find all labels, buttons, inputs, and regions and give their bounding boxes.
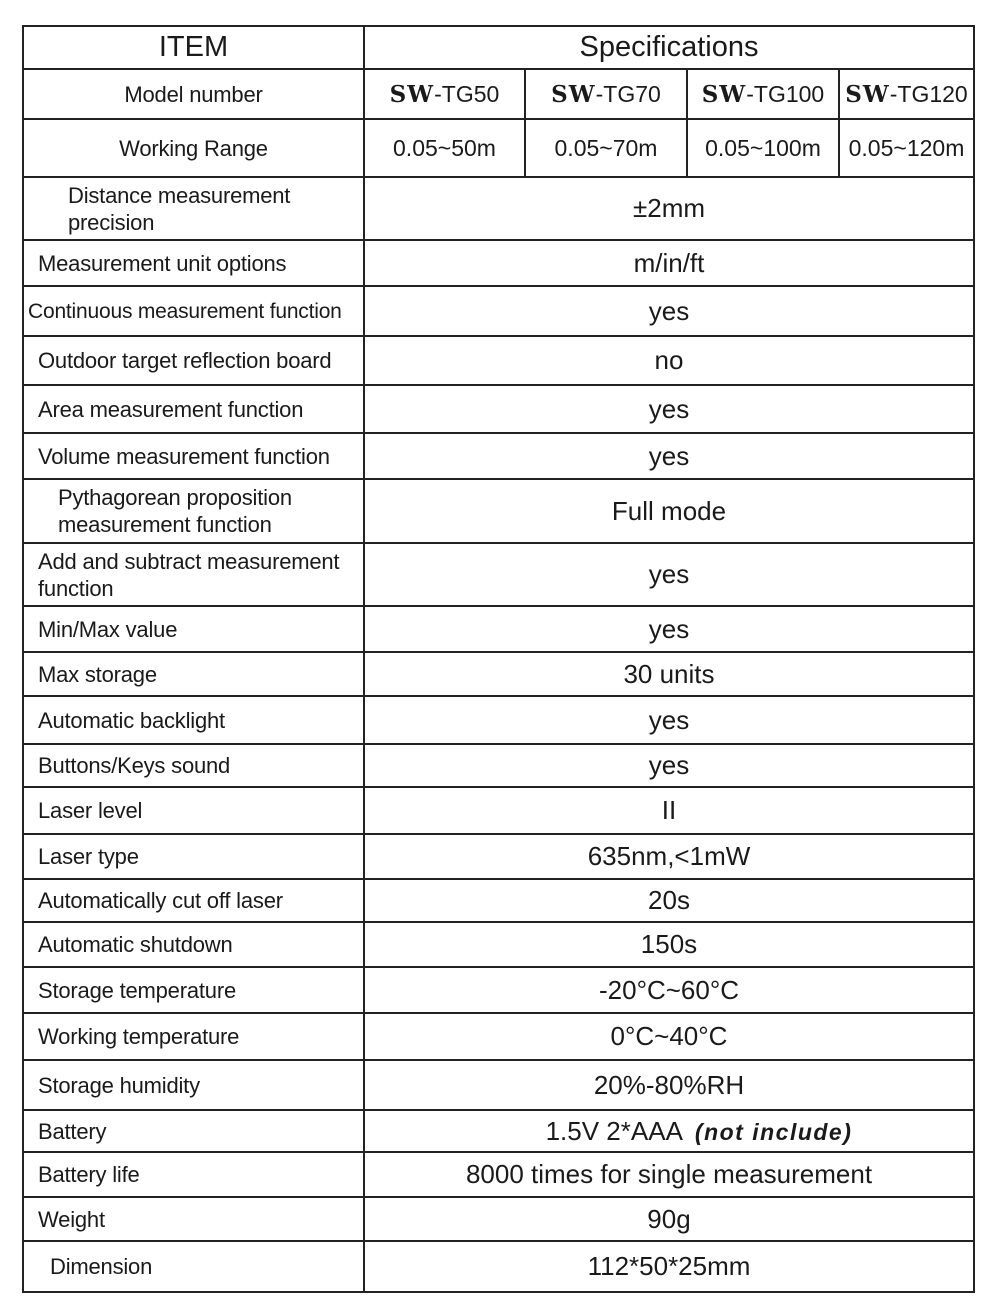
row-value: -20°C~60°C <box>364 967 974 1013</box>
spec-row <box>23 1060 974 1110</box>
range-cell: 0.05~70m <box>525 119 687 177</box>
spec-row <box>23 433 974 479</box>
row-value: II <box>364 787 974 834</box>
row-value: yes <box>364 286 974 336</box>
spec-row <box>23 652 974 696</box>
row-label: Outdoor target reflection board <box>23 336 364 385</box>
row-value: yes <box>364 543 974 606</box>
row-label: Min/Max value <box>23 606 364 652</box>
model-cell <box>687 69 839 119</box>
row-value: Full mode <box>364 479 974 543</box>
row-value: 112*50*25mm <box>364 1241 974 1292</box>
row-label: Volume measurement function <box>23 433 364 479</box>
row-value: 150s <box>364 922 974 967</box>
row-value: 1.5V 2*AAA <box>545 1115 683 1146</box>
model-suffix: -TG70 <box>595 80 661 107</box>
row-value: 20%-80%RH <box>364 1060 974 1110</box>
row-label: Area measurement function <box>23 385 364 433</box>
range-cell: 0.05~50m <box>364 119 525 177</box>
model-suffix: -TG50 <box>434 80 500 107</box>
spec-table <box>22 25 975 1293</box>
row-label: Model number <box>23 69 364 119</box>
spec-row <box>23 1013 974 1060</box>
row-label: Working temperature <box>23 1013 364 1060</box>
spec-row <box>23 744 974 787</box>
row-value: yes <box>364 744 974 787</box>
row-label: Buttons/Keys sound <box>23 744 364 787</box>
row-label: Add and subtract measurement function <box>23 543 364 606</box>
range-cell: 0.05~120m <box>839 119 974 177</box>
model-suffix: -TG100 <box>746 80 825 107</box>
row-label: Weight <box>23 1197 364 1241</box>
row-label: Battery life <box>23 1152 364 1197</box>
model-cell <box>364 69 525 119</box>
row-value: yes <box>364 606 974 652</box>
row-value: 635nm,<1mW <box>364 834 974 879</box>
spec-row <box>23 543 974 606</box>
model-prefix: SW <box>845 80 890 108</box>
spec-row <box>23 1152 974 1197</box>
spec-row <box>23 177 974 240</box>
row-value: 8000 times for single measurement <box>364 1152 974 1197</box>
row-label: Automatic shutdown <box>23 922 364 967</box>
spec-row <box>23 479 974 543</box>
spec-row <box>23 336 974 385</box>
row-label: Max storage <box>23 652 364 696</box>
specifications-header: Specifications <box>364 26 974 69</box>
row-label: Automatically cut off laser <box>23 879 364 922</box>
row-value: 30 units <box>364 652 974 696</box>
row-label: Measurement unit options <box>23 240 364 286</box>
row-label: Storage humidity <box>23 1060 364 1110</box>
spec-row <box>23 1110 974 1152</box>
row-value: yes <box>364 696 974 744</box>
model-prefix: SW <box>701 80 747 108</box>
row-label: Distance measurement precision <box>23 177 364 240</box>
row-value: 20s <box>364 879 974 922</box>
spec-row <box>23 1241 974 1292</box>
battery-note: (not include) <box>694 1118 853 1145</box>
spec-row <box>23 787 974 834</box>
range-cell: 0.05~100m <box>687 119 839 177</box>
model-prefix: SW <box>551 80 596 108</box>
working-range-row <box>23 119 974 177</box>
spec-row <box>23 385 974 433</box>
model-number-row <box>23 69 974 119</box>
spec-row <box>23 922 974 967</box>
row-label: Laser type <box>23 834 364 879</box>
spec-row <box>23 1197 974 1241</box>
row-value: yes <box>364 385 974 433</box>
row-value: ±2mm <box>364 177 974 240</box>
model-cell <box>525 69 687 119</box>
battery-value-cell <box>364 1110 974 1152</box>
spec-row <box>23 834 974 879</box>
row-label: Battery <box>23 1110 364 1152</box>
row-value: no <box>364 336 974 385</box>
spec-row <box>23 967 974 1013</box>
row-label: Automatic backlight <box>23 696 364 744</box>
spec-row <box>23 606 974 652</box>
row-label: Dimension <box>23 1241 364 1292</box>
spec-row <box>23 240 974 286</box>
row-label: Pythagorean proposition measurement function <box>23 479 364 543</box>
item-header: ITEM <box>23 26 364 69</box>
spec-row <box>23 286 974 336</box>
row-label: Working Range <box>23 119 364 177</box>
row-label: Laser level <box>23 787 364 834</box>
model-suffix: -TG120 <box>889 80 968 107</box>
row-label: Continuous measurement function <box>23 286 364 336</box>
row-label: Storage temperature <box>23 967 364 1013</box>
header-row <box>23 26 974 69</box>
spec-row <box>23 879 974 922</box>
row-value: 90g <box>364 1197 974 1241</box>
row-value: yes <box>364 433 974 479</box>
model-prefix: SW <box>389 80 435 108</box>
spec-row <box>23 696 974 744</box>
model-cell <box>839 69 974 119</box>
row-value: m/in/ft <box>364 240 974 286</box>
row-value: 0°C~40°C <box>364 1013 974 1060</box>
